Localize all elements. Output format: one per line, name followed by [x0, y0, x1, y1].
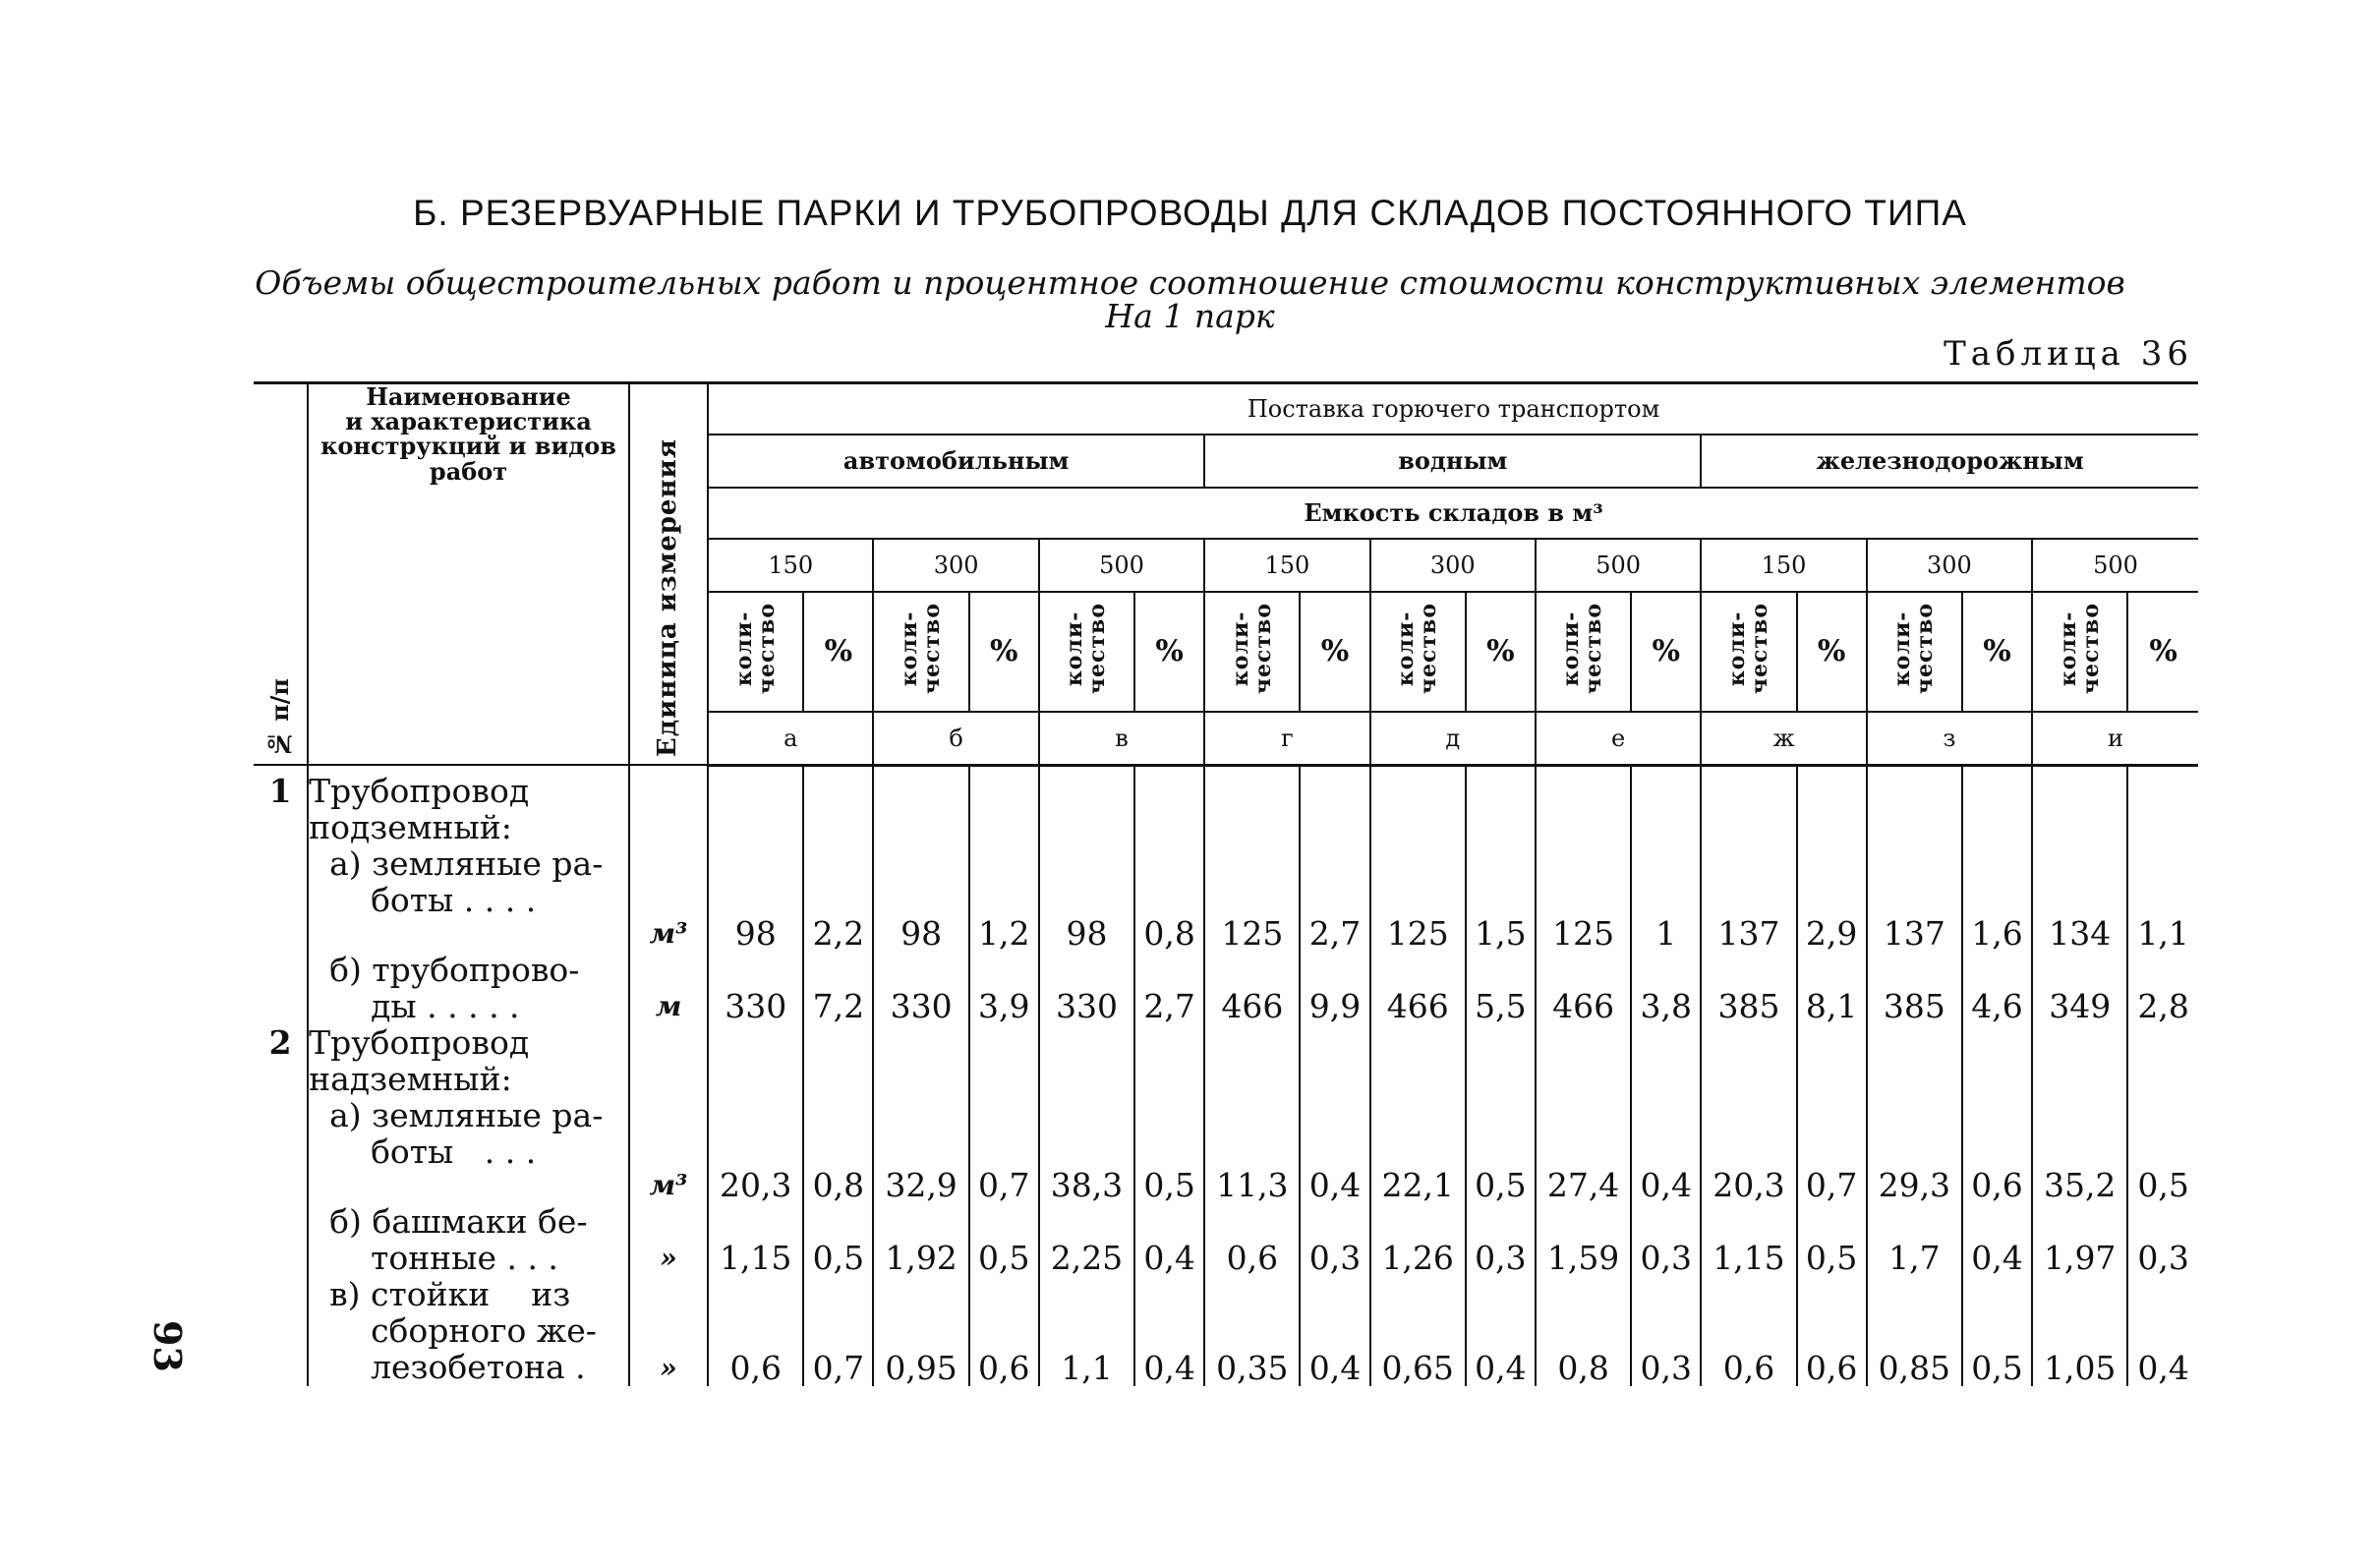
header-quantity: коли- чество — [1039, 592, 1134, 712]
header-percent: % — [1134, 592, 1204, 712]
cell-quantity: 0,35 — [1204, 1276, 1300, 1386]
cell-percent: 0,6 — [1962, 1097, 2032, 1203]
row-unit: м³ — [629, 1097, 708, 1203]
cell-quantity: 125 — [1370, 845, 1466, 952]
header-volume: 300 — [873, 539, 1038, 592]
cell-quantity: 22,1 — [1370, 1097, 1466, 1203]
header-percent: % — [969, 592, 1039, 712]
table-subtitle: Объемы общестроительных работ и процентное соотношение стоимости конструктивных элементов — [255, 263, 2125, 302]
cell-percent: 4,6 — [1962, 952, 2032, 1024]
cell-quantity — [2032, 773, 2127, 845]
table-row — [254, 1024, 2198, 1097]
cell-quantity: 134 — [2032, 845, 2127, 952]
cell-quantity — [1701, 1024, 1796, 1097]
cell-quantity — [1039, 773, 1134, 845]
cell-percent: 0,7 — [969, 1097, 1039, 1203]
cell-percent: 0,4 — [1466, 1276, 1536, 1386]
cell-percent: 0,7 — [1797, 1097, 1867, 1203]
cell-quantity — [1370, 773, 1466, 845]
header-column-letter: д — [1370, 712, 1536, 766]
cell-quantity: 0,65 — [1370, 1276, 1466, 1386]
header-quantity: коли- чество — [1867, 592, 1962, 712]
header-transport-1: водным — [1204, 435, 1701, 488]
header-volume: 150 — [1204, 539, 1369, 592]
cell-quantity: 27,4 — [1536, 1097, 1631, 1203]
header-name: Наименование и характеристика конструкций и видов работ — [308, 383, 629, 766]
header-quantity: коли- чество — [1370, 592, 1466, 712]
cell-percent: 0,5 — [1962, 1276, 2032, 1386]
cell-percent: 2,7 — [1134, 952, 1204, 1024]
header-volume: 150 — [708, 539, 873, 592]
cell-percent: 0,3 — [1300, 1203, 1369, 1276]
cell-quantity: 1,05 — [2032, 1276, 2127, 1386]
cell-percent: 0,6 — [969, 1276, 1039, 1386]
cell-quantity: 1,97 — [2032, 1203, 2127, 1276]
cell-percent: 0,7 — [803, 1276, 873, 1386]
cell-quantity — [1536, 1024, 1631, 1097]
row-unit — [629, 1024, 708, 1097]
cell-quantity: 385 — [1867, 952, 1962, 1024]
cell-quantity: 125 — [1536, 845, 1631, 952]
cell-quantity: 35,2 — [2032, 1097, 2127, 1203]
header-volume: 500 — [2032, 539, 2198, 592]
cell-percent — [1797, 773, 1867, 845]
header-column-letter: в — [1039, 712, 1204, 766]
table-subtitle-unit: На 1 парк — [1105, 297, 1275, 335]
header-transport-2: железнодорожным — [1701, 435, 2198, 488]
page-number: 93 — [145, 1320, 190, 1372]
row-number: 2 — [268, 1022, 292, 1062]
cell-percent — [1962, 1024, 2032, 1097]
cell-quantity: 466 — [1204, 952, 1300, 1024]
cell-percent — [1300, 1024, 1369, 1097]
cell-percent: 0,5 — [969, 1203, 1039, 1276]
cell-quantity — [1039, 1024, 1134, 1097]
volumes-table — [254, 381, 2198, 1386]
cell-percent: 0,3 — [2127, 1203, 2198, 1276]
cell-percent: 0,3 — [1631, 1203, 1701, 1276]
cell-quantity — [1867, 1024, 1962, 1097]
cell-percent — [1466, 773, 1536, 845]
cell-quantity: 98 — [708, 845, 803, 952]
row-name: в) стойки из сборного же- лезобетона . — [308, 1276, 629, 1386]
section-heading: Б. РЕЗЕРВУАРНЫЕ ПАРКИ И ТРУБОПРОВОДЫ ДЛЯ СКЛАДОВ ПОСТОЯННОГО ТИПА — [413, 193, 1967, 233]
header-column-letter: ж — [1701, 712, 1866, 766]
cell-percent: 3,9 — [969, 952, 1039, 1024]
cell-quantity: 1,92 — [873, 1203, 968, 1276]
cell-quantity: 1,1 — [1039, 1276, 1134, 1386]
cell-quantity — [708, 773, 803, 845]
cell-percent: 0,4 — [1631, 1097, 1701, 1203]
header-percent: % — [1631, 592, 1701, 712]
table-number: Таблица 36 — [1944, 334, 2193, 374]
cell-percent: 0,3 — [1631, 1276, 1701, 1386]
header-quantity: коли- чество — [708, 592, 803, 712]
cell-percent: 1 — [1631, 845, 1701, 952]
cell-percent: 0,3 — [1466, 1203, 1536, 1276]
cell-percent — [803, 1024, 873, 1097]
row-number — [254, 1097, 308, 1203]
cell-percent: 2,7 — [1300, 845, 1369, 952]
cell-quantity: 0,6 — [1204, 1203, 1300, 1276]
header-percent: % — [1466, 592, 1536, 712]
row-number — [254, 1276, 308, 1386]
row-unit: » — [629, 1203, 708, 1276]
cell-quantity: 466 — [1536, 952, 1631, 1024]
table-row — [254, 952, 2198, 1024]
row-unit — [629, 773, 708, 845]
cell-percent: 1,6 — [1962, 845, 2032, 952]
table-row — [254, 1203, 2198, 1276]
header-volume: 150 — [1701, 539, 1866, 592]
cell-quantity: 385 — [1701, 952, 1796, 1024]
header-percent: % — [803, 592, 873, 712]
row-name: б) башмаки бе- тонные . . . — [308, 1203, 629, 1276]
row-name: Трубопровод надземный: — [308, 1024, 629, 1097]
cell-quantity — [1536, 773, 1631, 845]
cell-quantity — [708, 1024, 803, 1097]
cell-percent — [803, 773, 873, 845]
header-volume: 500 — [1536, 539, 1701, 592]
cell-percent: 9,9 — [1300, 952, 1369, 1024]
cell-percent: 0,4 — [1134, 1276, 1204, 1386]
header-column-letter: г — [1204, 712, 1369, 766]
cell-percent: 1,5 — [1466, 845, 1536, 952]
cell-percent: 0,8 — [1134, 845, 1204, 952]
cell-percent — [969, 1024, 1039, 1097]
cell-percent: 0,4 — [1134, 1203, 1204, 1276]
header-column-letter: а — [708, 712, 873, 766]
cell-percent — [1466, 1024, 1536, 1097]
cell-percent: 2,2 — [803, 845, 873, 952]
header-row-number: № п/п — [254, 383, 308, 766]
cell-quantity: 330 — [873, 952, 968, 1024]
cell-percent: 0,4 — [1962, 1203, 2032, 1276]
cell-percent: 1,2 — [969, 845, 1039, 952]
cell-quantity: 1,15 — [1701, 1203, 1796, 1276]
row-name: а) земляные ра- боты . . . . — [308, 845, 629, 952]
cell-percent: 7,2 — [803, 952, 873, 1024]
header-quantity: коли- чество — [1204, 592, 1300, 712]
header-column-letter: з — [1867, 712, 2032, 766]
cell-percent: 0,5 — [1134, 1097, 1204, 1203]
header-supply: Поставка горючего транспортом — [708, 383, 2198, 435]
header-column-letter: и — [2032, 712, 2198, 766]
cell-quantity: 38,3 — [1039, 1097, 1134, 1203]
header-percent: % — [1300, 592, 1369, 712]
header-capacity: Емкость складов в м³ — [708, 488, 2198, 539]
cell-quantity: 98 — [873, 845, 968, 952]
row-unit: м³ — [629, 845, 708, 952]
cell-quantity: 0,6 — [708, 1276, 803, 1386]
cell-percent: 0,5 — [1797, 1203, 1867, 1276]
cell-percent — [1962, 773, 2032, 845]
cell-percent: 0,5 — [2127, 1097, 2198, 1203]
cell-quantity: 137 — [1867, 845, 1962, 952]
cell-quantity — [1701, 773, 1796, 845]
cell-quantity: 0,95 — [873, 1276, 968, 1386]
cell-quantity — [2032, 1024, 2127, 1097]
cell-quantity: 29,3 — [1867, 1097, 1962, 1203]
header-percent: % — [1797, 592, 1867, 712]
cell-quantity: 20,3 — [1701, 1097, 1796, 1203]
cell-percent — [2127, 773, 2198, 845]
cell-percent: 0,8 — [803, 1097, 873, 1203]
cell-quantity: 0,6 — [1701, 1276, 1796, 1386]
cell-quantity: 2,25 — [1039, 1203, 1134, 1276]
cell-quantity: 1,15 — [708, 1203, 803, 1276]
cell-quantity — [1370, 1024, 1466, 1097]
cell-percent — [1300, 773, 1369, 845]
cell-quantity: 137 — [1701, 845, 1796, 952]
row-number: 1 — [268, 771, 292, 810]
cell-percent — [1631, 1024, 1701, 1097]
cell-percent: 3,8 — [1631, 952, 1701, 1024]
cell-quantity: 466 — [1370, 952, 1466, 1024]
cell-quantity: 20,3 — [708, 1097, 803, 1203]
header-volume: 500 — [1039, 539, 1204, 592]
header-percent: % — [2127, 592, 2198, 712]
table-row — [254, 1097, 2198, 1203]
cell-percent — [1797, 1024, 1867, 1097]
cell-percent: 0,4 — [1300, 1097, 1369, 1203]
cell-quantity: 0,8 — [1536, 1276, 1631, 1386]
cell-quantity: 32,9 — [873, 1097, 968, 1203]
cell-quantity — [873, 773, 968, 845]
cell-quantity: 349 — [2032, 952, 2127, 1024]
table-row — [254, 845, 2198, 952]
cell-percent — [2127, 1024, 2198, 1097]
header-column-letter: б — [873, 712, 1038, 766]
table-row — [254, 773, 2198, 845]
header-quantity: коли- чество — [2032, 592, 2127, 712]
header-transport-0: автомобильным — [708, 435, 1204, 488]
cell-quantity: 11,3 — [1204, 1097, 1300, 1203]
cell-quantity: 1,59 — [1536, 1203, 1631, 1276]
cell-percent: 1,1 — [2127, 845, 2198, 952]
cell-percent: 2,9 — [1797, 845, 1867, 952]
header-unit: Единица измерения — [629, 383, 708, 766]
cell-percent: 0,5 — [803, 1203, 873, 1276]
header-volume: 300 — [1867, 539, 2032, 592]
cell-quantity: 330 — [708, 952, 803, 1024]
header-quantity: коли- чество — [1536, 592, 1631, 712]
row-unit: м — [629, 952, 708, 1024]
row-name: Трубопровод подземный: — [308, 773, 629, 845]
header-quantity: коли- чество — [873, 592, 968, 712]
header-column-letter: е — [1536, 712, 1701, 766]
cell-quantity: 98 — [1039, 845, 1134, 952]
row-unit: » — [629, 1276, 708, 1386]
cell-quantity: 330 — [1039, 952, 1134, 1024]
cell-percent: 0,4 — [2127, 1276, 2198, 1386]
cell-percent: 0,4 — [1300, 1276, 1369, 1386]
header-volume: 300 — [1370, 539, 1536, 592]
cell-quantity — [873, 1024, 968, 1097]
cell-percent — [969, 773, 1039, 845]
cell-percent: 0,6 — [1797, 1276, 1867, 1386]
cell-percent — [1134, 773, 1204, 845]
cell-quantity: 1,7 — [1867, 1203, 1962, 1276]
cell-percent: 8,1 — [1797, 952, 1867, 1024]
cell-percent — [1134, 1024, 1204, 1097]
cell-quantity: 1,26 — [1370, 1203, 1466, 1276]
cell-quantity — [1867, 773, 1962, 845]
cell-percent: 0,5 — [1466, 1097, 1536, 1203]
row-number — [254, 845, 308, 952]
cell-percent — [1631, 773, 1701, 845]
row-name: б) трубопрово- ды . . . . . — [308, 952, 629, 1024]
cell-quantity — [1204, 773, 1300, 845]
row-number — [254, 1203, 308, 1276]
row-name: а) земляные ра- боты . . . — [308, 1097, 629, 1203]
cell-percent: 5,5 — [1466, 952, 1536, 1024]
cell-quantity: 0,85 — [1867, 1276, 1962, 1386]
header-percent: % — [1962, 592, 2032, 712]
cell-quantity: 125 — [1204, 845, 1300, 952]
cell-quantity — [1204, 1024, 1300, 1097]
cell-percent: 2,8 — [2127, 952, 2198, 1024]
table-row — [254, 1276, 2198, 1386]
row-number — [254, 952, 308, 1024]
header-quantity: коли- чество — [1701, 592, 1796, 712]
